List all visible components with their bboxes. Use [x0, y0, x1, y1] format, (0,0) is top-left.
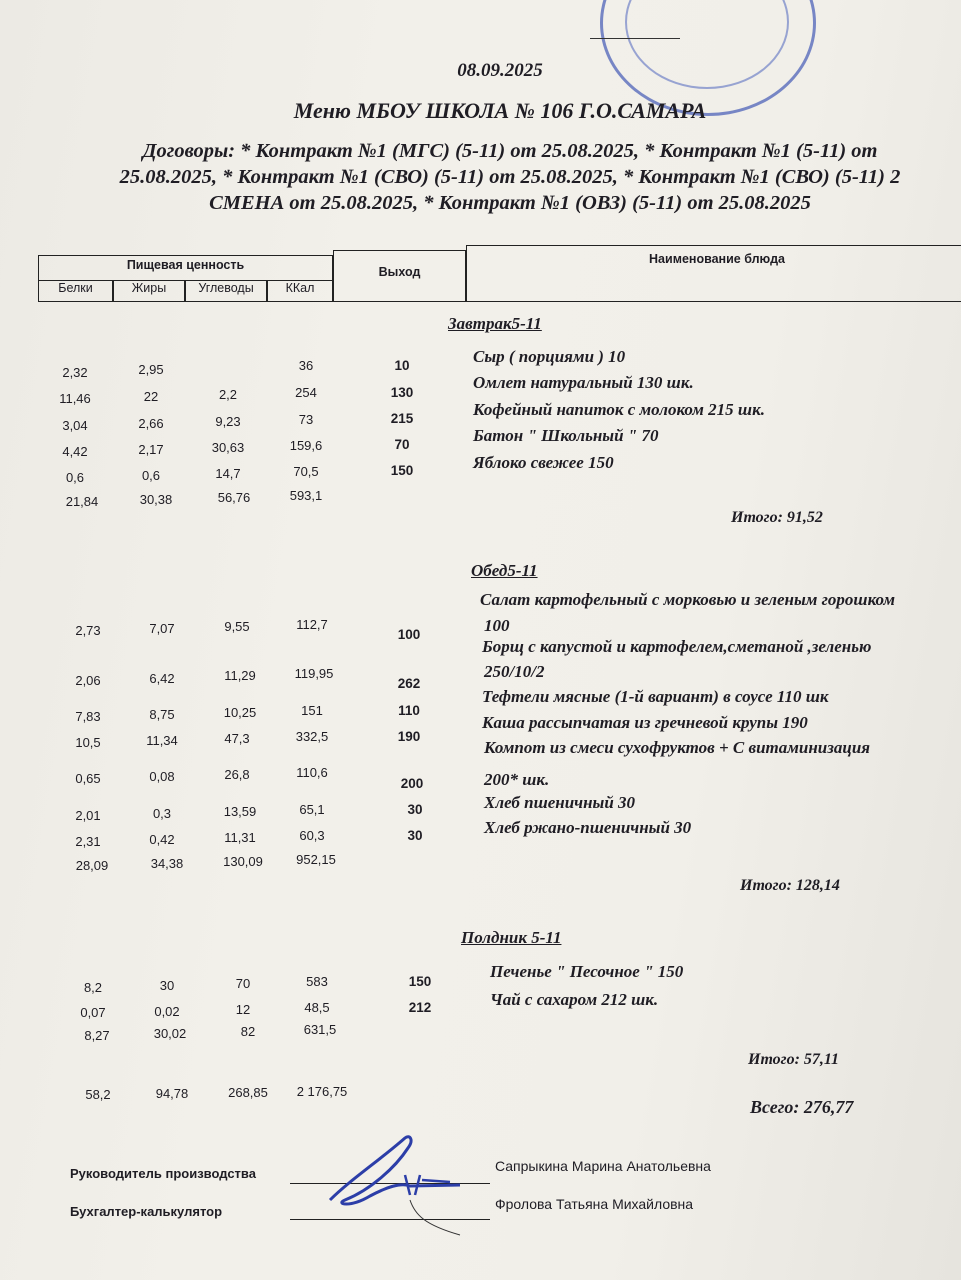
- menu-title: Меню МБОУ ШКОЛА № 106 Г.О.САМАРА: [293, 98, 707, 123]
- fats-value: 2,66: [138, 416, 164, 431]
- fats-value: 0,02: [154, 1004, 180, 1019]
- fats-value: 11,34: [146, 733, 178, 748]
- kcal-value: 254: [295, 385, 317, 400]
- proteins-cell: [38, 280, 113, 302]
- carbs-sum: 82: [240, 1024, 256, 1039]
- fats-header: Жиры: [131, 281, 167, 295]
- fats-value: 8,75: [149, 707, 175, 722]
- breakfast-total: Итого: 91,52: [731, 509, 823, 526]
- kcal-value: 48,5: [304, 1000, 330, 1015]
- accountant-label: Бухгалтер-калькулятор: [70, 1204, 223, 1219]
- head-of-production-name: Сапрыкина Марина Анатольевна: [495, 1158, 711, 1174]
- dish-name: Хлеб ржано-пшеничный 30: [484, 818, 692, 837]
- output-value: 200: [400, 776, 424, 791]
- fats-value: 7,07: [149, 621, 175, 636]
- kcal-sum: 593,1: [289, 488, 323, 503]
- fats-value: 6,42: [149, 671, 175, 686]
- proteins-value: 2,06: [75, 673, 101, 688]
- menu-date: 08.09.2025: [457, 60, 543, 81]
- carbs-value: 26,8: [224, 767, 250, 782]
- output-value: 10: [394, 358, 410, 373]
- proteins-sum: 21,84: [65, 494, 99, 509]
- fats-value: 22: [143, 389, 159, 404]
- nutrition-header: Пищевая ценность: [126, 258, 245, 272]
- kcal-value: 583: [306, 974, 328, 989]
- output-value: 150: [390, 463, 414, 478]
- dish-name-continued: 250/10/2: [484, 662, 545, 681]
- kcal-value: 151: [301, 703, 323, 718]
- dish-name-continued: 100: [484, 616, 510, 635]
- carbs-value: 11,31: [224, 830, 256, 845]
- contracts-line: 25.08.2025, * Контракт №1 (СВО) (5-11) от 25.08.2025, * Контракт №1 (СВО) (5-11) 2: [119, 166, 901, 188]
- contracts-line: СМЕНА от 25.08.2025, * Контракт №1 (ОВЗ) (5-11) от 25.08.2025: [209, 192, 811, 214]
- dish-name-header: Наименование блюда: [649, 252, 785, 266]
- carbs-value: 11,29: [224, 668, 256, 683]
- proteins-sum: 8,27: [84, 1028, 110, 1043]
- output-value: 70: [394, 437, 410, 452]
- stamp-signature-line: [590, 38, 680, 39]
- output-header: Выход: [378, 265, 421, 279]
- dish-name-continued: 200* шк.: [484, 770, 550, 789]
- fats-grand-sum: 94,78: [155, 1086, 189, 1101]
- output-value: 30: [407, 828, 423, 843]
- fats-value: 0,42: [149, 832, 175, 847]
- carbs-value: 12: [235, 1002, 251, 1017]
- head-of-production-label: Руководитель производства: [70, 1166, 256, 1181]
- dish-name: Кофейный напиток с молоком 215 шк.: [473, 400, 765, 419]
- section-title-snack: Полдник 5-11: [461, 928, 562, 947]
- fats-sum: 34,38: [150, 856, 184, 871]
- carbs-value: 47,3: [224, 731, 250, 746]
- proteins-header: Белки: [58, 281, 93, 295]
- output-value: 150: [408, 974, 432, 989]
- carbs-sum: 130,09: [223, 854, 263, 869]
- kcal-value: 73: [298, 412, 314, 427]
- proteins-value: 2,73: [75, 623, 101, 638]
- carbs-grand-sum: 268,85: [228, 1085, 268, 1100]
- kcal-cell: [267, 280, 333, 302]
- kcal-value: 119,95: [294, 666, 334, 681]
- output-value: 100: [397, 627, 421, 642]
- kcal-header: ККал: [285, 281, 315, 295]
- kcal-sum: 952,15: [296, 852, 336, 867]
- dish-name: Компот из смеси сухофруктов + С витаминизация: [484, 738, 871, 757]
- kcal-value: 110,6: [296, 765, 328, 780]
- carbs-value: 13,59: [223, 804, 257, 819]
- dish-name: Батон " Школьный " 70: [473, 426, 659, 445]
- proteins-value: 7,83: [75, 709, 101, 724]
- kcal-value: 36: [298, 358, 314, 373]
- contracts-line: Договоры: * Контракт №1 (МГС) (5-11) от 25.08.2025, * Контракт №1 (5-11) от: [142, 140, 878, 162]
- fats-value: 2,17: [138, 442, 164, 457]
- fats-value: 0,6: [141, 468, 161, 483]
- proteins-value: 0,6: [65, 470, 85, 485]
- fats-value: 0,3: [152, 806, 172, 821]
- output-value: 110: [398, 703, 420, 718]
- output-value: 215: [390, 411, 414, 426]
- grand-total: Всего: 276,77: [750, 1097, 854, 1117]
- kcal-value: 70,5: [293, 464, 319, 479]
- output-value: 212: [408, 1000, 432, 1015]
- section-title-breakfast: Завтрак5-11: [448, 314, 542, 333]
- fats-value: 30: [159, 978, 175, 993]
- proteins-value: 2,31: [75, 834, 101, 849]
- proteins-value: 10,5: [75, 735, 101, 750]
- proteins-value: 0,65: [75, 771, 101, 786]
- fats-value: 2,95: [138, 362, 164, 377]
- carbs-cell: [185, 280, 267, 302]
- dish-name: Салат картофельный с морковью и зеленым горошком: [480, 590, 896, 609]
- fats-sum: 30,02: [153, 1026, 187, 1041]
- kcal-value: 60,3: [299, 828, 325, 843]
- dish-name: Яблоко свежее 150: [473, 453, 614, 472]
- proteins-value: 4,42: [62, 444, 88, 459]
- snack-total: Итого: 57,11: [748, 1051, 840, 1068]
- carbs-sum: 56,76: [217, 490, 251, 505]
- proteins-value: 0,07: [80, 1005, 106, 1020]
- dish-name: Чай с сахаром 212 шк.: [490, 990, 659, 1009]
- proteins-value: 2,32: [62, 365, 88, 380]
- carbs-header: Углеводы: [198, 281, 254, 295]
- dish-name: Омлет натуральный 130 шк.: [473, 373, 694, 392]
- carbs-value: 9,23: [215, 414, 241, 429]
- kcal-grand-sum: 2 176,75: [296, 1084, 348, 1099]
- output-value: 190: [397, 729, 421, 744]
- proteins-value: 11,46: [59, 391, 91, 406]
- contracts-text: [45, 138, 961, 216]
- kcal-sum: 631,5: [303, 1022, 337, 1037]
- accountant-name: Фролова Татьяна Михайловна: [495, 1196, 694, 1212]
- carbs-value: 10,25: [223, 705, 257, 720]
- dish-name: Хлеб пшеничный 30: [484, 793, 636, 812]
- fats-cell: [113, 280, 185, 302]
- kcal-value: 159,6: [289, 438, 323, 453]
- dish-name: Тефтели мясные (1-й вариант) в соусе 110 шк: [482, 687, 829, 706]
- dish-name: Сыр ( порциями ) 10: [473, 347, 626, 366]
- section-title-lunch: Обед5-11: [471, 561, 538, 580]
- output-value: 262: [397, 676, 421, 691]
- proteins-value: 2,01: [75, 808, 101, 823]
- fats-sum: 30,38: [139, 492, 173, 507]
- dish-name: Борщ с капустой и картофелем,сметаной ,зеленью: [482, 637, 872, 656]
- carbs-value: 2,2: [218, 387, 238, 402]
- dish-name: Печенье " Песочное " 150: [490, 962, 684, 981]
- carbs-value: 30,63: [211, 440, 245, 455]
- kcal-value: 65,1: [299, 802, 325, 817]
- proteins-value: 8,2: [83, 980, 103, 995]
- proteins-value: 3,04: [62, 418, 88, 433]
- proteins-grand-sum: 58,2: [85, 1087, 111, 1102]
- kcal-value: 332,5: [295, 729, 329, 744]
- fats-value: 0,08: [149, 769, 175, 784]
- kcal-value: 112,7: [296, 617, 328, 632]
- carbs-value: 14,7: [215, 466, 241, 481]
- output-value: 130: [390, 385, 414, 400]
- output-value: 30: [407, 802, 423, 817]
- carbs-value: 9,55: [224, 619, 250, 634]
- table-header: [38, 240, 961, 302]
- handwritten-signature: [310, 1130, 470, 1240]
- dish-name: Каша рассыпчатая из гречневой крупы 190: [482, 713, 808, 732]
- proteins-sum: 28,09: [75, 858, 109, 873]
- carbs-value: 70: [235, 976, 251, 991]
- lunch-total: Итого: 128,14: [740, 877, 840, 894]
